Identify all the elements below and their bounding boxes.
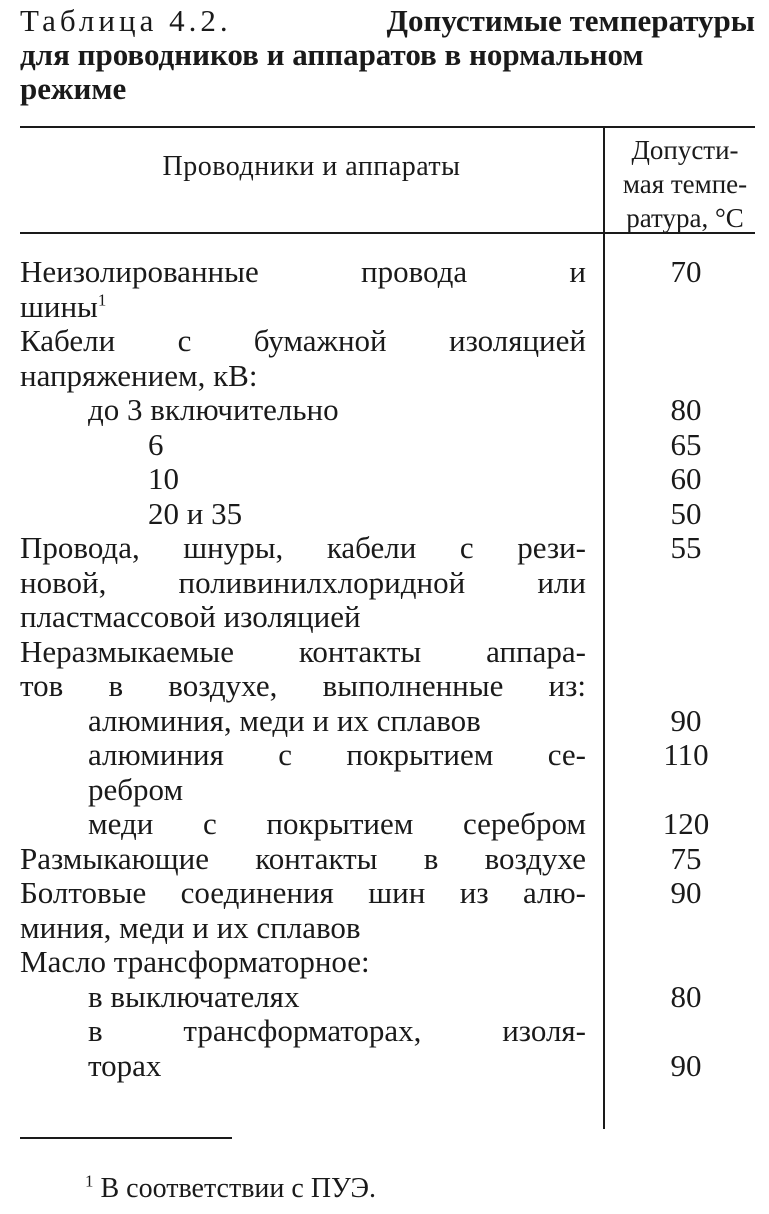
table-label: Таблица 4.2. (20, 3, 232, 38)
table-row (20, 290, 765, 325)
row-text: в выключателях (88, 978, 300, 1014)
row-text: тов в воздухе, выполненные из: (20, 668, 586, 703)
row-value: 120 (662, 806, 710, 841)
row-value: 90 (670, 875, 702, 910)
table-row (20, 669, 765, 704)
table-row (20, 359, 765, 394)
table-row (20, 428, 765, 463)
row-text: 10 (148, 461, 179, 496)
row-text: 6 (148, 426, 164, 462)
row-text: Болтовые соединения шин из алю- (20, 875, 586, 910)
table-caption (20, 4, 755, 106)
row-value (586, 359, 765, 394)
table-row (20, 876, 765, 911)
row-value: 50 (670, 495, 702, 531)
table-row (20, 393, 765, 428)
row-value: 70 (670, 254, 702, 289)
row-value: 75 (670, 840, 702, 876)
row-value: 110 (663, 737, 709, 772)
row-value (586, 911, 765, 946)
table-row (20, 600, 765, 635)
table-title-line-3: режиме (20, 71, 127, 106)
row-text: Масло трансформаторное: (20, 944, 370, 979)
column-header-temperature-line-3: ратура, °C (626, 203, 744, 233)
row-text: меди с покрытием серебром (88, 806, 586, 841)
row-value (586, 566, 765, 601)
row-value (586, 945, 765, 980)
table-row (20, 635, 765, 670)
table-row (20, 842, 765, 877)
table-row (20, 945, 765, 980)
column-header-temperature-line-1: Допусти- (631, 135, 739, 165)
footnote-mark: 1 (85, 1171, 94, 1191)
row-value: 80 (670, 978, 702, 1014)
row-text-main: шины (20, 288, 98, 324)
column-header-items: Проводники и аппараты (162, 151, 461, 182)
row-text: напряжением, кВ: (20, 357, 258, 393)
row-value: 55 (670, 530, 702, 565)
table-title-line-1: Допустимые температуры (386, 3, 755, 38)
row-value (586, 600, 765, 635)
footnote (85, 1173, 376, 1205)
row-value: 90 (670, 1047, 702, 1083)
table-row (20, 807, 765, 842)
row-text: Размыкающие контакты в воздухе (20, 840, 586, 876)
row-text: до 3 включительно (88, 392, 339, 427)
table-row (20, 773, 765, 808)
table-row (20, 531, 765, 566)
column-header-temperature-line-2: мая темпе- (622, 169, 748, 199)
footnote-reference: 1 (97, 290, 107, 310)
row-text: алюминия с покрытием се- (88, 737, 586, 772)
row-text: алюминия, меди и их сплавов (88, 702, 481, 738)
row-text: Неизолированные провода и (20, 254, 586, 289)
row-text: миния, меди и их сплавов (20, 909, 361, 945)
footnote-rule (20, 1137, 232, 1139)
row-value: 60 (670, 461, 702, 496)
table-row (20, 1014, 765, 1049)
row-text: торах (88, 1047, 162, 1083)
row-text: Кабели с бумажной изоляцией (20, 323, 586, 358)
row-value: 90 (670, 702, 702, 738)
footnote-text: В соответствии с ПУЭ. (100, 1173, 376, 1204)
row-value (586, 669, 765, 704)
table-top-rule (20, 126, 755, 128)
row-value (586, 635, 765, 670)
table-row (20, 255, 765, 290)
row-value: 65 (670, 426, 702, 462)
row-value (586, 773, 765, 808)
table-body (20, 255, 765, 1083)
table-row (20, 566, 765, 601)
row-text: Неразмыкаемые контакты аппара- (20, 633, 586, 669)
row-text: пластмассовой изоляцией (20, 599, 361, 634)
table-row (20, 497, 765, 532)
row-text: 20 и 35 (148, 495, 243, 531)
row-value (586, 290, 765, 325)
row-value (586, 1014, 765, 1049)
row-text: новой, поливинилхлоридной или (20, 564, 586, 600)
table-row (20, 738, 765, 773)
table-title-line-2: для проводников и аппаратов в нормальном (20, 37, 644, 72)
row-text: Провода, шнуры, кабели с рези- (20, 530, 586, 565)
row-value (586, 324, 765, 359)
table-row (20, 980, 765, 1015)
table-row (20, 911, 765, 946)
table-row (20, 1049, 765, 1084)
table-row (20, 462, 765, 497)
row-value: 80 (670, 392, 702, 427)
row-text: в трансформаторах, изоля- (88, 1013, 586, 1048)
row-text: ребром (88, 771, 184, 807)
column-header-temperature (610, 133, 760, 235)
table-row (20, 324, 765, 359)
row-text (20, 290, 586, 325)
table-row (20, 704, 765, 739)
